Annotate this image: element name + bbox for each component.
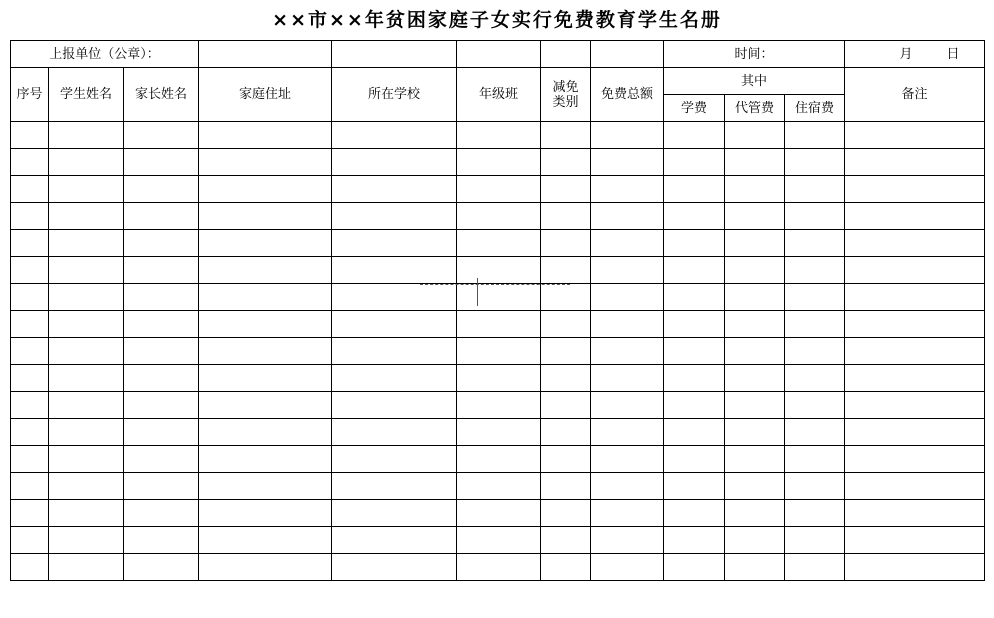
- table-cell[interactable]: [591, 554, 664, 581]
- table-cell[interactable]: [457, 446, 541, 473]
- table-cell[interactable]: [457, 419, 541, 446]
- table-cell[interactable]: [11, 230, 49, 257]
- table-row[interactable]: [11, 338, 985, 365]
- table-cell[interactable]: [332, 203, 457, 230]
- table-cell[interactable]: [124, 176, 199, 203]
- table-cell[interactable]: [725, 149, 785, 176]
- table-cell[interactable]: [11, 149, 49, 176]
- table-cell[interactable]: [845, 122, 985, 149]
- table-cell[interactable]: [11, 365, 49, 392]
- table-cell[interactable]: [199, 257, 332, 284]
- table-cell[interactable]: [664, 149, 725, 176]
- table-cell[interactable]: [664, 311, 725, 338]
- table-cell[interactable]: [845, 392, 985, 419]
- table-cell[interactable]: [845, 257, 985, 284]
- table-cell[interactable]: [785, 230, 845, 257]
- header-school: 所在学校: [332, 68, 457, 122]
- table-cell[interactable]: [124, 230, 199, 257]
- table-cell[interactable]: [541, 446, 591, 473]
- table-cell[interactable]: [457, 122, 541, 149]
- table-cell[interactable]: [845, 338, 985, 365]
- table-row[interactable]: [11, 203, 985, 230]
- meta-row: [11, 41, 985, 68]
- table-cell[interactable]: [725, 473, 785, 500]
- table-cell[interactable]: [332, 230, 457, 257]
- table-cell[interactable]: [124, 338, 199, 365]
- table-cell[interactable]: [541, 203, 591, 230]
- table-cell[interactable]: [785, 176, 845, 203]
- table-cell[interactable]: [664, 338, 725, 365]
- table-cell[interactable]: [664, 392, 725, 419]
- table-cell[interactable]: [199, 284, 332, 311]
- table-cell[interactable]: [199, 419, 332, 446]
- table-cell[interactable]: [49, 365, 124, 392]
- table-cell[interactable]: [664, 284, 725, 311]
- table-row[interactable]: [11, 257, 985, 284]
- table-cell[interactable]: [332, 500, 457, 527]
- table-cell[interactable]: [541, 122, 591, 149]
- table-cell[interactable]: [199, 527, 332, 554]
- table-cell[interactable]: [725, 338, 785, 365]
- table-cell[interactable]: [11, 311, 49, 338]
- table-cell[interactable]: [332, 419, 457, 446]
- table-cell[interactable]: [11, 284, 49, 311]
- table-cell[interactable]: [49, 392, 124, 419]
- table-cell[interactable]: [124, 419, 199, 446]
- table-cell[interactable]: [591, 419, 664, 446]
- header-free-total: 免费总额: [591, 68, 664, 122]
- table-cell[interactable]: [49, 338, 124, 365]
- table-cell[interactable]: [199, 176, 332, 203]
- header-parent-name: 家长姓名: [124, 68, 199, 122]
- table-cell[interactable]: [11, 419, 49, 446]
- table-cell[interactable]: [49, 122, 124, 149]
- table-cell[interactable]: [332, 446, 457, 473]
- table-cell[interactable]: [332, 149, 457, 176]
- table-cell[interactable]: [541, 149, 591, 176]
- table-cell[interactable]: [725, 311, 785, 338]
- table-cell[interactable]: [591, 284, 664, 311]
- table-row[interactable]: [11, 473, 985, 500]
- report-unit-label: 上报单位（公章）：: [11, 41, 199, 68]
- table-cell[interactable]: [725, 554, 785, 581]
- table-cell[interactable]: [457, 176, 541, 203]
- table-row[interactable]: [11, 554, 985, 581]
- table-cell[interactable]: [457, 230, 541, 257]
- table-cell[interactable]: [725, 257, 785, 284]
- table-cell[interactable]: [725, 230, 785, 257]
- header-reduction-type-line1: 减免: [552, 79, 579, 95]
- table-cell[interactable]: [124, 473, 199, 500]
- table-cell[interactable]: [124, 392, 199, 419]
- table-cell[interactable]: [49, 203, 124, 230]
- table-cell[interactable]: [11, 446, 49, 473]
- table-row[interactable]: [11, 122, 985, 149]
- table-cell[interactable]: [725, 419, 785, 446]
- table-row[interactable]: [11, 392, 985, 419]
- table-cell[interactable]: [11, 500, 49, 527]
- table-cell[interactable]: [457, 311, 541, 338]
- table-cell[interactable]: [11, 257, 49, 284]
- page-title: ××市××年贫困家庭子女实行免费教育学生名册: [272, 9, 722, 31]
- table-cell[interactable]: [541, 311, 591, 338]
- table-cell[interactable]: [725, 392, 785, 419]
- header-row-1: [11, 68, 985, 95]
- table-cell[interactable]: [845, 311, 985, 338]
- table-cell[interactable]: [785, 149, 845, 176]
- day-label: 日: [946, 46, 960, 62]
- table-cell[interactable]: [199, 500, 332, 527]
- table-cell[interactable]: [199, 338, 332, 365]
- table-cell[interactable]: [591, 311, 664, 338]
- table-cell[interactable]: [664, 446, 725, 473]
- table-cell[interactable]: [785, 365, 845, 392]
- table-cell[interactable]: [199, 392, 332, 419]
- table-cell[interactable]: [664, 554, 725, 581]
- header-agency-fee: 代管费: [725, 95, 785, 122]
- header-among-which: 其中: [664, 68, 845, 95]
- table-cell[interactable]: [591, 446, 664, 473]
- table-cell[interactable]: [725, 203, 785, 230]
- table-cell[interactable]: [332, 176, 457, 203]
- table-cell[interactable]: [845, 230, 985, 257]
- table-cell[interactable]: [49, 257, 124, 284]
- table-cell[interactable]: [457, 149, 541, 176]
- table-cell[interactable]: [541, 554, 591, 581]
- table-cell[interactable]: [725, 122, 785, 149]
- table-cell[interactable]: [49, 500, 124, 527]
- table-cell[interactable]: [845, 554, 985, 581]
- table-row[interactable]: [11, 500, 985, 527]
- table-cell[interactable]: [124, 149, 199, 176]
- table-cell[interactable]: [725, 500, 785, 527]
- table-cell[interactable]: [124, 365, 199, 392]
- table-cell[interactable]: [664, 122, 725, 149]
- table-cell[interactable]: [541, 284, 591, 311]
- table-cell[interactable]: [845, 149, 985, 176]
- table-cell[interactable]: [199, 149, 332, 176]
- table-cell[interactable]: [785, 554, 845, 581]
- table-cell[interactable]: [457, 284, 541, 311]
- table-cell[interactable]: [11, 527, 49, 554]
- meta-blank-cell-3: [457, 41, 541, 68]
- header-remarks: 备注: [845, 68, 985, 122]
- header-reduction-type-line2: 类别: [552, 94, 579, 110]
- table-cell[interactable]: [845, 500, 985, 527]
- table-cell[interactable]: [785, 446, 845, 473]
- table-cell[interactable]: [124, 446, 199, 473]
- table-cell[interactable]: [49, 554, 124, 581]
- table-cell[interactable]: [785, 527, 845, 554]
- table-cell[interactable]: [845, 473, 985, 500]
- table-cell[interactable]: [785, 473, 845, 500]
- table-cell[interactable]: [591, 338, 664, 365]
- table-cell[interactable]: [124, 203, 199, 230]
- table-cell[interactable]: [664, 473, 725, 500]
- table-cell[interactable]: [664, 419, 725, 446]
- table-cell[interactable]: [664, 230, 725, 257]
- table-cell[interactable]: [591, 473, 664, 500]
- table-cell[interactable]: [11, 554, 49, 581]
- table-cell[interactable]: [785, 311, 845, 338]
- table-cell[interactable]: [124, 500, 199, 527]
- table-cell[interactable]: [199, 311, 332, 338]
- table-cell[interactable]: [725, 365, 785, 392]
- table-cell[interactable]: [11, 122, 49, 149]
- table-cell[interactable]: [785, 257, 845, 284]
- table-row[interactable]: [11, 419, 985, 446]
- table-cell[interactable]: [124, 554, 199, 581]
- table-cell[interactable]: [199, 203, 332, 230]
- table-cell[interactable]: [199, 230, 332, 257]
- table-cell[interactable]: [541, 500, 591, 527]
- table-cell[interactable]: [11, 203, 49, 230]
- table-cell[interactable]: [591, 149, 664, 176]
- table-cell[interactable]: [49, 230, 124, 257]
- table-cell[interactable]: [457, 392, 541, 419]
- table-cell[interactable]: [199, 473, 332, 500]
- table-cell[interactable]: [457, 500, 541, 527]
- table-cell[interactable]: [124, 284, 199, 311]
- date-fields: [845, 41, 985, 68]
- table-row[interactable]: [11, 311, 985, 338]
- table-row[interactable]: [11, 284, 985, 311]
- month-label: 月: [899, 46, 913, 62]
- header-grade-class: 年级班: [457, 68, 541, 122]
- table-cell[interactable]: [845, 446, 985, 473]
- table-cell[interactable]: [11, 473, 49, 500]
- table-cell[interactable]: [785, 122, 845, 149]
- table-cell[interactable]: [591, 257, 664, 284]
- header-reduction-type: [541, 68, 591, 122]
- table-cell[interactable]: [591, 176, 664, 203]
- table-row[interactable]: [11, 446, 985, 473]
- meta-blank-cell-4: [541, 41, 591, 68]
- table-cell[interactable]: [541, 176, 591, 203]
- table-row[interactable]: [11, 365, 985, 392]
- table-cell[interactable]: [845, 284, 985, 311]
- table-cell[interactable]: [199, 446, 332, 473]
- table-cell[interactable]: [124, 527, 199, 554]
- table-cell[interactable]: [11, 392, 49, 419]
- table-cell[interactable]: [332, 392, 457, 419]
- table-cell[interactable]: [785, 392, 845, 419]
- table-cell[interactable]: [541, 473, 591, 500]
- table-cell[interactable]: [332, 527, 457, 554]
- table-cell[interactable]: [457, 257, 541, 284]
- time-label: 时间：: [664, 41, 845, 68]
- table-row[interactable]: [11, 527, 985, 554]
- table-cell[interactable]: [664, 176, 725, 203]
- table-cell[interactable]: [457, 473, 541, 500]
- table-cell[interactable]: [845, 203, 985, 230]
- table-cell[interactable]: [725, 284, 785, 311]
- table-cell[interactable]: [457, 338, 541, 365]
- table-cell[interactable]: [11, 338, 49, 365]
- table-cell[interactable]: [332, 365, 457, 392]
- table-cell[interactable]: [11, 176, 49, 203]
- table-cell[interactable]: [664, 527, 725, 554]
- table-cell[interactable]: [541, 230, 591, 257]
- table-cell[interactable]: [457, 203, 541, 230]
- table-cell[interactable]: [49, 176, 124, 203]
- table-cell[interactable]: [49, 311, 124, 338]
- table-cell[interactable]: [845, 527, 985, 554]
- table-cell[interactable]: [725, 176, 785, 203]
- table-cell[interactable]: [49, 527, 124, 554]
- table-cell[interactable]: [49, 149, 124, 176]
- table-cell[interactable]: [845, 176, 985, 203]
- table-cell[interactable]: [785, 203, 845, 230]
- table-cell[interactable]: [332, 473, 457, 500]
- table-body: [11, 122, 985, 581]
- table-cell[interactable]: [785, 419, 845, 446]
- table-cell[interactable]: [541, 392, 591, 419]
- table-cell[interactable]: [664, 203, 725, 230]
- table-cell[interactable]: [725, 527, 785, 554]
- table-cell[interactable]: [49, 446, 124, 473]
- table-cell[interactable]: [664, 257, 725, 284]
- table-cell[interactable]: [49, 419, 124, 446]
- table-cell[interactable]: [124, 122, 199, 149]
- table-cell[interactable]: [541, 527, 591, 554]
- table-cell[interactable]: [332, 122, 457, 149]
- meta-blank-cell-1: [199, 41, 332, 68]
- table-cell[interactable]: [785, 338, 845, 365]
- meta-blank-cell-5: [591, 41, 664, 68]
- table-cell[interactable]: [457, 365, 541, 392]
- table-cell[interactable]: [457, 527, 541, 554]
- table-cell[interactable]: [541, 257, 591, 284]
- table-cell[interactable]: [845, 419, 985, 446]
- table-cell[interactable]: [124, 311, 199, 338]
- table-cell[interactable]: [332, 311, 457, 338]
- table-cell[interactable]: [664, 500, 725, 527]
- table-row[interactable]: [11, 176, 985, 203]
- header-seq: 序号: [11, 68, 49, 122]
- table-cell[interactable]: [591, 365, 664, 392]
- table-cell[interactable]: [332, 338, 457, 365]
- table-cell[interactable]: [591, 527, 664, 554]
- table-cell[interactable]: [725, 446, 785, 473]
- meta-blank-cell-2: [332, 41, 457, 68]
- table-cell[interactable]: [124, 257, 199, 284]
- table-cell[interactable]: [591, 122, 664, 149]
- table-cell[interactable]: [664, 365, 725, 392]
- table-cell[interactable]: [199, 554, 332, 581]
- table-cell[interactable]: [332, 284, 457, 311]
- header-student-name: 学生姓名: [49, 68, 124, 122]
- table-cell[interactable]: [49, 284, 124, 311]
- table-cell[interactable]: [199, 365, 332, 392]
- table-cell[interactable]: [591, 230, 664, 257]
- table-cell[interactable]: [541, 338, 591, 365]
- header-tuition: 学费: [664, 95, 725, 122]
- table-cell[interactable]: [591, 203, 664, 230]
- table-cell[interactable]: [49, 473, 124, 500]
- table-cell[interactable]: [541, 419, 591, 446]
- table-cell[interactable]: [845, 365, 985, 392]
- table-cell[interactable]: [332, 257, 457, 284]
- table-cell[interactable]: [785, 284, 845, 311]
- table-cell[interactable]: [591, 392, 664, 419]
- table-cell[interactable]: [332, 554, 457, 581]
- student-roster-table: [10, 40, 985, 581]
- header-home-address: 家庭住址: [199, 68, 332, 122]
- table-cell[interactable]: [785, 500, 845, 527]
- table-cell[interactable]: [541, 365, 591, 392]
- table-cell[interactable]: [457, 554, 541, 581]
- table-cell[interactable]: [199, 122, 332, 149]
- table-cell[interactable]: [591, 500, 664, 527]
- table-row[interactable]: [11, 230, 985, 257]
- table-row[interactable]: [11, 149, 985, 176]
- header-accommodation-fee: 住宿费: [785, 95, 845, 122]
